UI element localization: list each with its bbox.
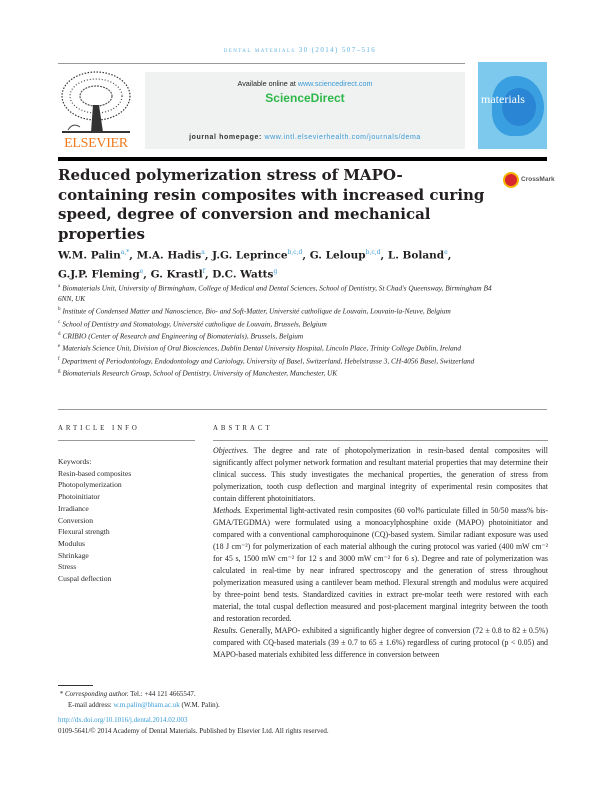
abstract-results: Results. Generally, MAPO- exhibited a significantly higher degree of conversion (72 ± 0.8 to 82 ± 0.5%) compared with CQ-based materials (39 ± 0.7 to 65 ± 1.6%) regardless of curing protocol (p < 0.05) and MAPO-based materials exhibited less difference in conversion between <box>213 626 548 659</box>
affiliation: $^f$ Department of Periodontology, Endodontology and Cariology, University of Basel, Switzerland, Hebelstrasse 3, CH-4056 Basel, Switzerland <box>58 355 475 365</box>
divider <box>58 63 465 64</box>
keyword: Photoinitiator <box>58 492 100 502</box>
footnote-divider <box>58 685 93 686</box>
journal-reference: dental materials 30 (2014) 507–516 <box>223 46 377 54</box>
keyword: Shrinkage <box>58 550 89 560</box>
affiliation: $^c$ School of Dentistry and Stomatology, Université catholique de Louvain, Brussels, Belgium <box>58 318 327 328</box>
journal-homepage-link[interactable]: www.intl.elsevierhealth.com/journals/dema <box>264 134 421 141</box>
sciencedirect-link[interactable]: www.sciencedirect.com <box>297 79 373 88</box>
keyword: Flexural strength <box>58 527 110 537</box>
sciencedirect-logo: ScienceDirect <box>265 91 345 105</box>
abstract-body <box>213 445 548 661</box>
affiliation: $^e$ Materials Science Unit, Division of Oral Biosciences, Dublin Dental University Hospital, Lincoln Place, Trinity College Dublin, Ireland <box>58 343 462 353</box>
keyword: Resin-based composites <box>58 468 132 478</box>
available-online: Available online at www.sciencedirect.com <box>237 79 373 88</box>
divider <box>58 409 547 410</box>
divider <box>58 440 195 441</box>
abstract-objectives: Objectives. The degree and rate of photopolymerization in resin-based dental composites will significantly affect polymer network formation and resultant material properties that may determine their clinical success. This study investigates the mechanical properties, the generation of stress from polymerization, tooth cusp deflection and marginal integrity of experimental resin composites that contain different photoinitiators. <box>213 446 548 503</box>
keyword: Irradiance <box>58 503 89 513</box>
cover-title: materials <box>481 92 525 106</box>
journal-homepage: journal homepage: www.intl.elsevierhealth.com/journals/dema <box>189 134 421 141</box>
keyword: Modulus <box>58 538 86 548</box>
keyword: Cuspal deflection <box>58 574 112 584</box>
sciencedirect-banner <box>145 72 465 149</box>
abstract-heading: ABSTRACT <box>213 425 273 432</box>
affiliation: $^a$ Biomaterials Unit, University of Birmingham, College of Medical and Dental Sciences, School of Dentistry, St Chad's Queensway, Birmingham B4 6NN, UK <box>58 283 492 304</box>
affiliation: $^d$ CRIBIO (Center of Research and Engineering of Biomaterials), Brussels, Belgium <box>58 331 304 341</box>
affiliation: $^g$ Biomaterials Research Group, School of Dentistry, University of Manchester, Manchester, UK <box>58 368 338 378</box>
email-link[interactable]: w.m.palin@bham.ac.uk <box>113 700 180 709</box>
article-info-heading: ARTICLE INFO <box>58 425 140 432</box>
keyword: Photopolymerization <box>58 480 122 490</box>
crossmark-icon <box>503 172 519 188</box>
elsevier-tree-icon <box>58 70 134 136</box>
header-bar <box>58 157 547 161</box>
divider <box>213 440 548 441</box>
affiliations <box>58 282 498 379</box>
crossmark-button[interactable]: CrossMark <box>503 172 551 192</box>
doi-link[interactable]: http://dx.doi.org/10.1016/j.dental.2014.02.003 <box>58 716 188 724</box>
affiliation: $^b$ Institute of Condensed Matter and Nanoscience, Bio- and Soft-Matter, Université catholique de Louvain, Louvain-la-Neuve, Belgium <box>58 306 451 316</box>
elsevier-logo <box>58 70 134 152</box>
abstract-methods: Methods. Experimental light-activated resin composites (60 vol% particulate filled in 50/50 mass% bis-GMA/TEGDMA) were formulated using a monoacylphosphine oxide (MAPO) photoinitiator and compared with a conventional camphoroquinone (CQ)-based system. Similar radiant exposure was used (18 J cm⁻²) for polymerization of each material although the curing protocol was varied (400 mW cm⁻² for 45 s, 1500 mW cm⁻² for 12 s and 3000 mW cm⁻² for 6 s). Degree and rate of polymerization was calculated in real-time by near infrared spectroscopy and the generation of stress throughout polymerization measured using a cantilever beam method. Flexural strength and modulus were acquired by three-point bend tests. Standardized cavities in extract pre-molar teeth were restored with each material, the total cuspal deflection measured and post-placement marginal integrity between the tooth and restoration recorded. <box>213 506 548 623</box>
article-title: Reduced polymerization stress of MAPO-containing resin composites with increased curing speed, degree of conversion and mechanical properties <box>58 166 485 243</box>
keyword: Conversion <box>58 515 94 525</box>
footnotes: * Corresponding author. Tel.: +44 121 4665547. E-mail address: w.m.palin@bham.ac.uk (W.M. Palin). <box>58 690 220 709</box>
elsevier-wordmark: ELSEVIER <box>64 136 128 151</box>
author-list: W.M. Palin$^{a,*}$, M.A. Hadis$^a$, J.G. Leprince$^{b,c,d}$, G. Leloup$^{b,c,d}$, L. Boland$^e$, G.J.P. Fleming$^e$, G. Krastl$^f$, D.C. Watts$^g$ <box>58 249 452 280</box>
keywords: Keywords: Resin-based composites Photopolymerization Photoinitiator Irradiance Conversion Flexural strength Modulus Shrinkage Stress Cuspal deflection <box>58 457 132 584</box>
keyword: Stress <box>58 562 77 572</box>
journal-cover <box>478 62 547 149</box>
copyright: 0109-5641/© 2014 Academy of Dental Materials. Published by Elsevier Ltd. All rights reserved. <box>58 727 329 735</box>
